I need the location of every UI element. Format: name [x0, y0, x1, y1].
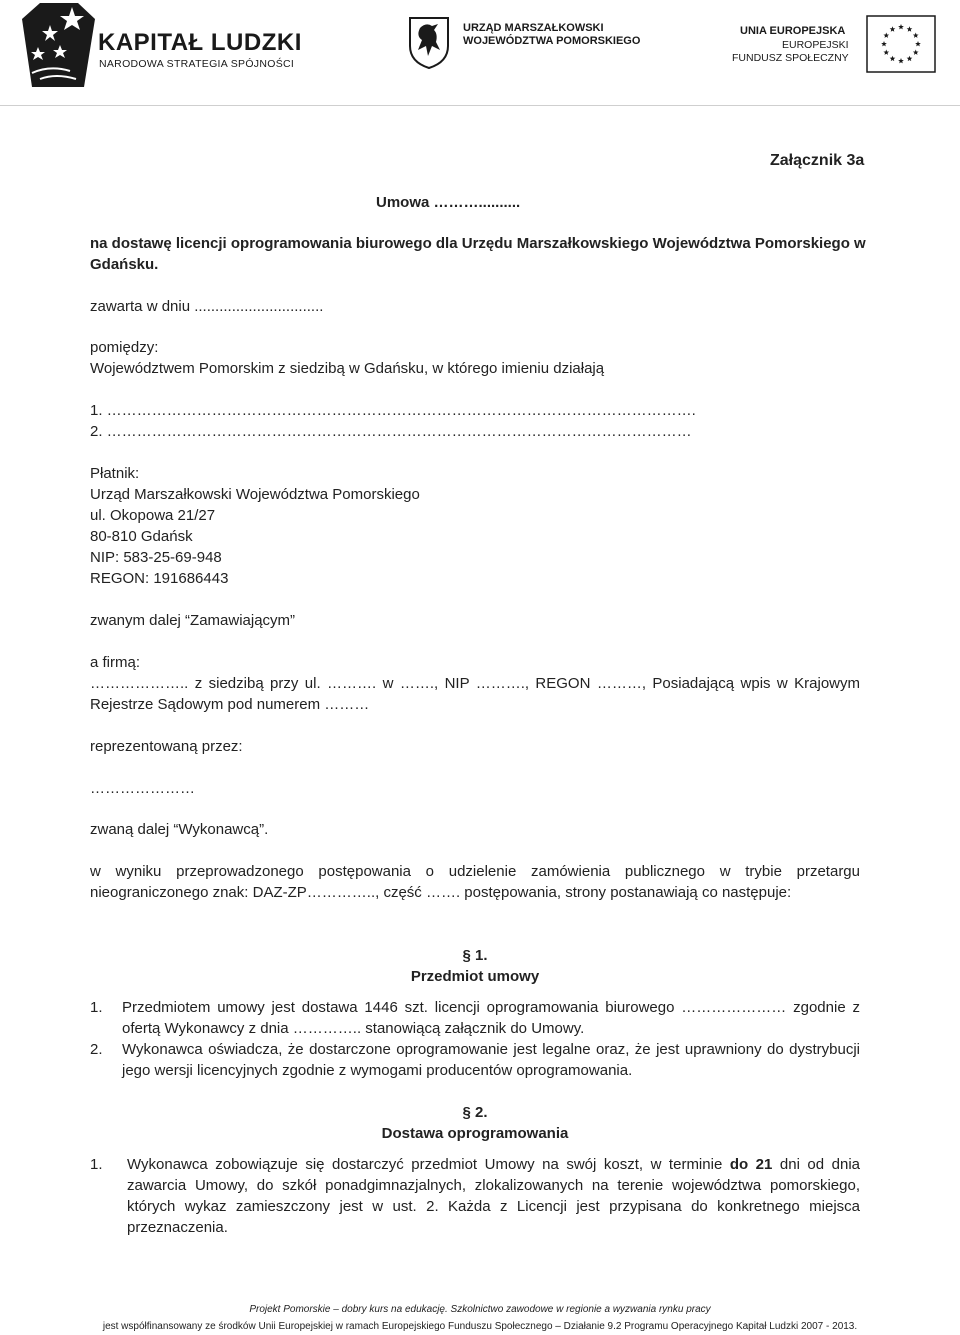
contract-subject: na dostawę licencji oprogramowania biurowego dla Urzędu Marszałkowskiego Województwa Pomorskiego w Gdańsku.: [90, 235, 866, 273]
logo-urzad-marszalkowski: [408, 16, 641, 76]
header-divider: [0, 105, 960, 106]
kapital-ludzki-emblem-icon: [20, 3, 98, 87]
footer-line-1: Projekt Pomorskie – dobry kurs na edukację. Szkolnictwo zawodowe w regionie a wyzwania rynku pracy: [249, 1304, 711, 1315]
urzad-line1: URZĄD MARSZAŁKOWSKI: [463, 22, 604, 34]
section-2-item-1-deadline: do 21: [729, 1156, 773, 1173]
section-2-symbol: § 2.: [462, 1104, 488, 1121]
eu-flag-icon: [866, 15, 936, 73]
section-1-item-2-text: Wykonawca oświadcza, że dostarczone oprogramowanie jest legalne oraz, że jest uprawniony do dystrybucji jego wersji licencyjnych zgodnie z wymogami producentów oprogramowania.: [122, 1041, 860, 1079]
payer-street: ul. Okopowa 21/27: [90, 507, 216, 524]
section-1-item-1-number: 1.: [90, 999, 103, 1016]
represented-dots: …………………: [90, 780, 195, 797]
payer-name: Urząd Marszałkowski Województwa Pomorskiego: [90, 486, 420, 503]
urzad-line2: WOJEWÓDZTWA POMORSKIEGO: [463, 35, 641, 47]
contract-title: Umowa ………..........: [376, 194, 521, 211]
header: [0, 0, 960, 100]
kapital-ludzki-title: KAPITAŁ LUDZKI: [98, 29, 302, 56]
kapital-ludzki-subtitle: NARODOWA STRATEGIA SPÓJNOŚCI: [99, 58, 295, 70]
firm-label: a firmą:: [90, 654, 141, 671]
section-2-heading: Dostawa oprogramowania: [381, 1125, 569, 1142]
payer-label: Płatnik:: [90, 465, 140, 482]
section-2-item-1-number: 1.: [90, 1156, 103, 1173]
footer-line-2: jest współfinansowany ze środków Unii Europejskiej w ramach Europejskiego Funduszu Społecznego – Działanie 9.2 Programu Operacyjnego Kapitał Ludzki 2007 - 2013.: [102, 1321, 858, 1332]
contract-date: zawarta w dniu ...............................: [90, 298, 324, 315]
representative-1: 1. ……………………………………………………………………………………………………….: [90, 402, 696, 419]
attachment-label: Załącznik 3a: [770, 152, 865, 169]
section-2-item-1-text: [127, 1154, 860, 1238]
representative-2: 2. ………………………………………………………………………………………………………: [90, 423, 692, 440]
payer-nip: NIP: 583-25-69-948: [90, 549, 222, 566]
logo-unia-europejska: [730, 15, 940, 75]
section-2-item-1-text-a: Wykonawca zobowiązuje się dostarczyć przedmiot Umowy na swój koszt, w terminie: [127, 1156, 730, 1173]
payer-city: 80-810 Gdańsk: [90, 528, 193, 545]
firm-details: ……………….. z siedzibą przy ul. ………. w ……., NIP ………., REGON ………, Posiadającą wpis w Krajowym Rejestrze Sądowym pod numerem ………: [90, 675, 860, 713]
section-1-symbol: § 1.: [462, 947, 488, 964]
procedure-text: w wyniku przeprowadzonego postępowania o udzielenie zamówienia publicznego w trybie przetargu nieograniczonego znak: DAZ-ZP………….., część ……. postępowania, strony postanawiają co następuje:: [90, 863, 860, 901]
griffin-coat-of-arms-icon: [408, 16, 450, 70]
orderer-text: zwanym dalej “Zamawiającym”: [90, 612, 296, 629]
section-1-item-2-number: 2.: [90, 1041, 103, 1058]
ue-line3: FUNDUSZ SPOŁECZNY: [732, 52, 849, 64]
ue-line2: EUROPEJSKI: [782, 39, 849, 51]
ue-line1: UNIA EUROPEJSKA: [740, 25, 846, 37]
party1-text: Województwem Pomorskim z siedzibą w Gdańsku, w którego imieniu działają: [90, 360, 605, 377]
section-2-item-1-text-c: dni od dnia zawarcia Umowy, do szkół ponadgimnazjalnych, zlokalizowanych na terenie województwa pomorskiego, których wykaz zamieszczony jest w ust. 2. Każda z Licencji jest przypisana do konkretnego miejsca przeznaczenia.: [127, 1156, 860, 1236]
logo-kapital-ludzki: [20, 3, 320, 88]
payer-regon: REGON: 191686443: [90, 570, 229, 587]
represented-label: reprezentowaną przez:: [90, 738, 243, 755]
section-1-item-1-text: Przedmiotem umowy jest dostawa 1446 szt. licencji oprogramowania biurowego ………………… zgodnie z ofertą Wykonawcy z dnia ………….. stanowiącą załącznik do Umowy.: [122, 999, 860, 1037]
contractor-text: zwaną dalej “Wykonawcą”.: [90, 821, 269, 838]
section-1-heading: Przedmiot umowy: [410, 968, 540, 985]
between-label: pomiędzy:: [90, 339, 159, 356]
